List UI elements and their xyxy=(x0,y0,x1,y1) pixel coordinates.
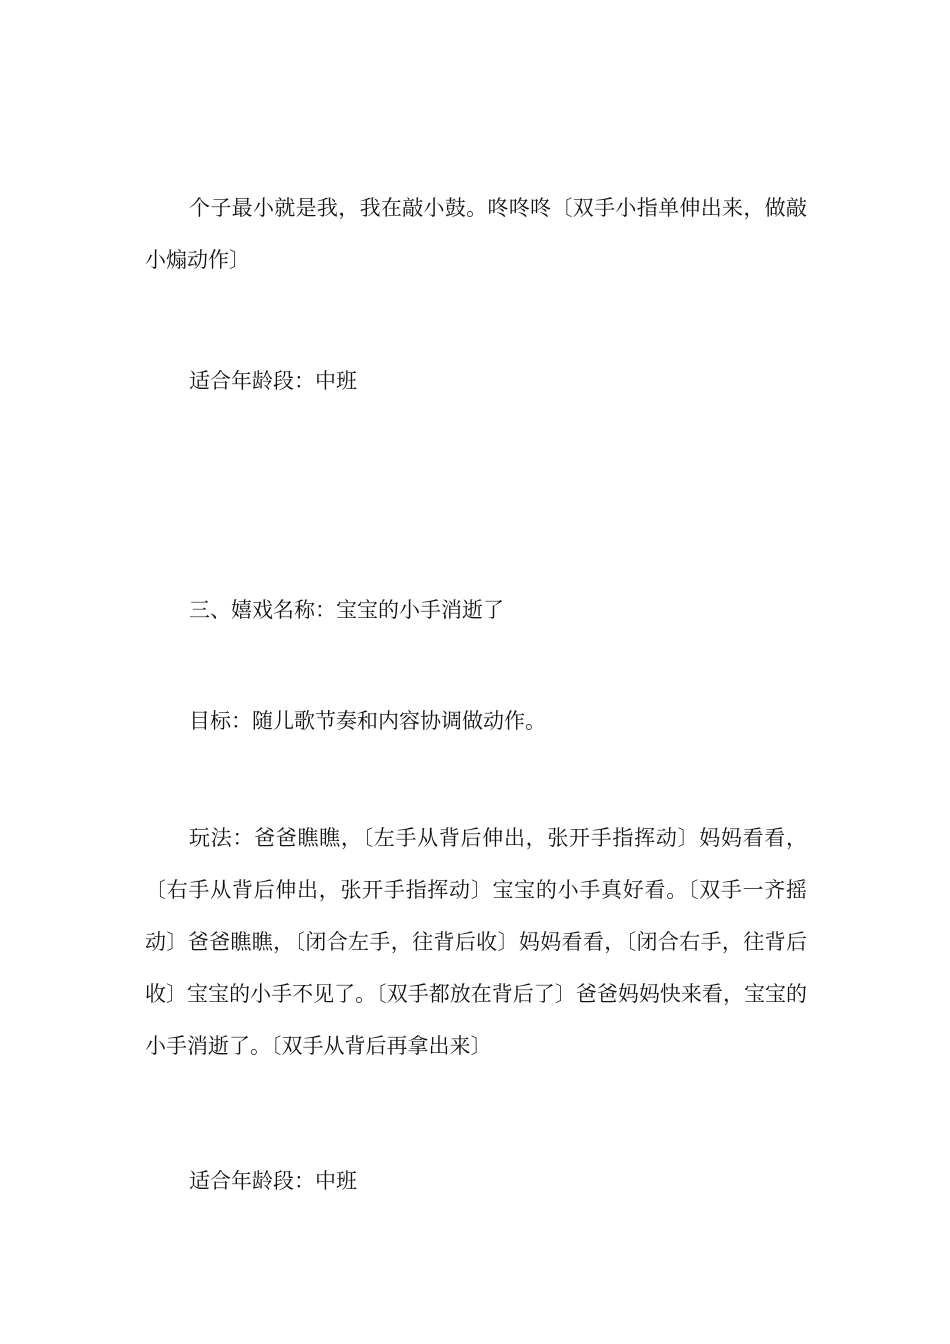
age-group-label: 适合年龄段：中班 xyxy=(189,369,357,393)
gameplay-paragraph: 玩法：爸爸瞧瞧，〔左手从背后伸出，张开手指挥动〕妈妈看看，〔右手从背后伸出，张开手指挥动〕宝宝的小手真好看。〔双手一齐摇动〕爸爸瞧瞧，〔闭合左手，往背后收〕妈妈看看，〔闭合右手，往背后收〕宝宝的小手不见了。〔双手都放在背后了〕爸爸妈妈快来看，宝宝的小手消逝了。〔双手从背后再拿出来〕 xyxy=(145,826,807,1058)
age-group-label: 适合年龄段：中班 xyxy=(189,1169,357,1193)
game-title-heading: 三、嬉戏名称：宝宝的小手消逝了 xyxy=(189,598,504,622)
goal-paragraph: 目标：随儿歌节奏和内容协调做动作。 xyxy=(189,709,546,733)
rhyme-paragraph: 个子最小就是我，我在敲小鼓。咚咚咚〔双手小指单伸出来，做敲小煽动作〕 xyxy=(145,196,807,272)
